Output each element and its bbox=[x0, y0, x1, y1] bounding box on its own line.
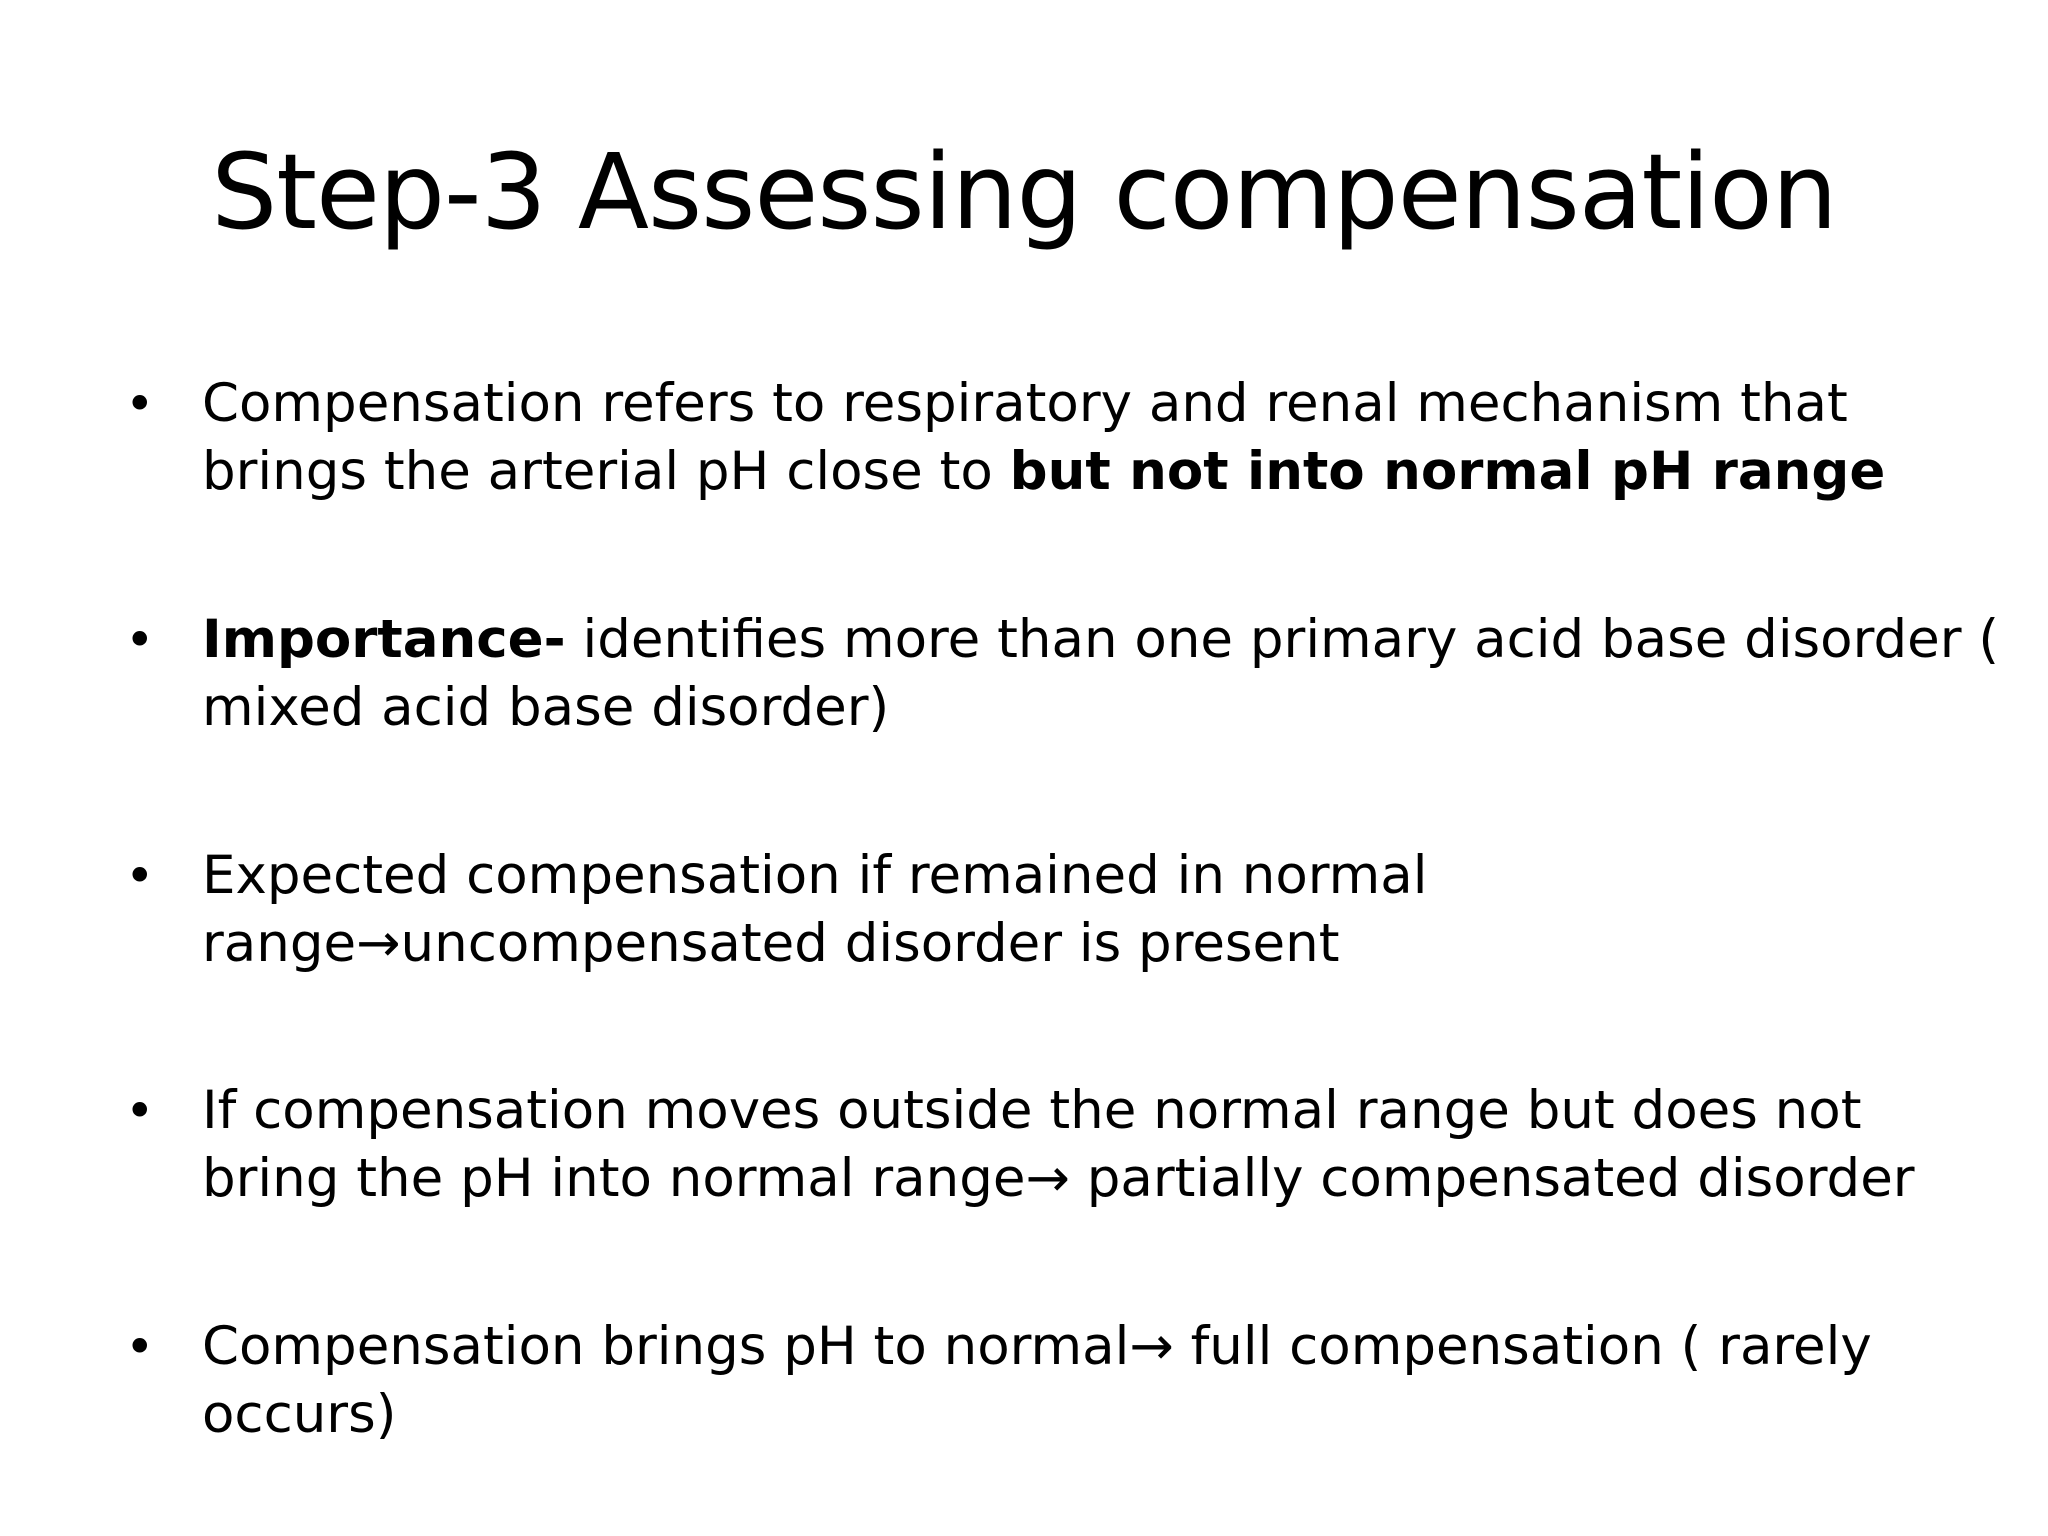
bullet-item-partially-compensated bbox=[125, 1077, 1922, 1213]
bullet-text: If compensation moves outside the normal range but does not bbox=[202, 1080, 1862, 1141]
bullet-item-importance bbox=[125, 606, 2000, 742]
bullet-dot-icon: • bbox=[125, 1318, 155, 1376]
bullet-text: brings the arterial pH close to bbox=[202, 441, 1010, 502]
arrow-right-icon: → bbox=[1129, 1316, 1174, 1377]
bullet-text: full compensation ( rarely bbox=[1173, 1316, 1872, 1377]
bullet-line bbox=[202, 370, 1922, 438]
slide-title: Step-3 Assessing compensation bbox=[211, 131, 1837, 253]
bullet-dot-icon: • bbox=[125, 375, 155, 433]
bullet-line bbox=[202, 606, 2000, 674]
bullet-line bbox=[202, 438, 1922, 506]
bullet-line bbox=[202, 1145, 1922, 1213]
bullet-text: uncompensated disorder is present bbox=[400, 913, 1340, 974]
bullet-item-full-compensation bbox=[125, 1313, 1922, 1449]
bullet-text: bring the pH into normal range bbox=[202, 1148, 1026, 1209]
bullet-text: Expected compensation if remained in normal bbox=[202, 845, 1428, 906]
bullet-text: range bbox=[202, 913, 357, 974]
bullet-item-uncompensated bbox=[125, 842, 1922, 978]
bullet-line bbox=[202, 1381, 1922, 1449]
bullet-emphasis: but not into normal pH range bbox=[1009, 441, 1886, 502]
bullet-text: Compensation brings pH to normal bbox=[202, 1316, 1130, 1377]
arrow-right-icon: → bbox=[356, 913, 401, 974]
bullet-text: mixed acid base disorder) bbox=[202, 677, 890, 738]
bullet-line bbox=[202, 842, 1922, 910]
bullet-text: identifies more than one primary acid base disorder ( bbox=[565, 609, 2000, 670]
arrow-right-icon: → bbox=[1025, 1148, 1070, 1209]
bullet-dot-icon: • bbox=[125, 1082, 155, 1140]
bullet-line bbox=[202, 910, 1922, 978]
bullet-line bbox=[202, 1313, 1922, 1381]
bullet-item-compensation-definition bbox=[125, 370, 1922, 506]
bullet-dot-icon: • bbox=[125, 847, 155, 905]
bullet-line bbox=[202, 674, 1922, 742]
bullet-text: occurs) bbox=[202, 1384, 397, 1445]
bullet-line bbox=[202, 1077, 1922, 1145]
bullet-text: partially compensated disorder bbox=[1069, 1148, 1915, 1209]
bullet-dot-icon: • bbox=[125, 611, 155, 669]
bullet-emphasis: Importance- bbox=[202, 609, 566, 670]
bullet-text: Compensation refers to respiratory and renal mechanism that bbox=[202, 373, 1848, 434]
